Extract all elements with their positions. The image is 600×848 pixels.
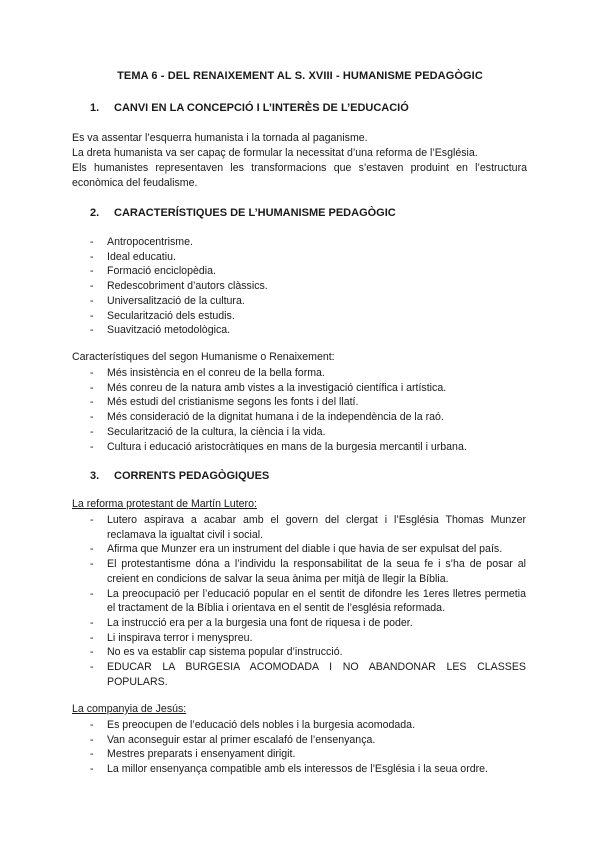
list-item <box>90 309 530 324</box>
list-item <box>90 762 530 777</box>
list-item <box>90 660 526 689</box>
list-item <box>90 557 526 586</box>
section-1-body <box>72 131 527 191</box>
section-2-number: 2. <box>90 207 100 219</box>
list-item-text: Més consideració de la dignitat humana i de la independència de la raó. <box>107 411 444 424</box>
dash-bullet: - <box>90 587 94 600</box>
dash-bullet: - <box>90 280 94 293</box>
dash-bullet: - <box>90 309 94 322</box>
list-item <box>90 235 530 250</box>
dash-bullet: - <box>90 265 94 278</box>
list-item-text: EDUCAR LA BURGESIA ACOMODADA I NO ABANDONAR LES CLASSES POPULARS. <box>107 661 526 688</box>
list-item-text: Secularització dels estudis. <box>107 309 235 322</box>
list-item-text: Antropocentrisme. <box>107 236 193 248</box>
list-item <box>90 395 530 410</box>
list-item <box>90 513 526 542</box>
jesuits-list <box>90 718 530 777</box>
list-item-text: Cultura i educació aristocràtiques en mans de la burgesia mercantil i urbana. <box>107 440 467 453</box>
list-item <box>90 440 530 455</box>
dash-bullet: - <box>90 381 94 394</box>
list-item-text: Més conreu de la natura amb vistes a la investigació científica i artística. <box>107 381 447 394</box>
list-item-text: La instrucció era per a la burgesia una font de riquesa i de poder. <box>107 616 413 629</box>
section-2-title: CARACTERÍSTIQUES DE L’HUMANISME PEDAGÒGIC <box>114 207 396 219</box>
paragraph-line: Es va assentar l’esquerra humanista i la tornada al paganisme. <box>72 132 368 144</box>
paragraph-line: Els humanistes representaven les transformacions que s’estaven produint en l’estructura econòmica del feudalisme. <box>72 162 527 189</box>
section-1-number: 1. <box>90 102 100 114</box>
list-item-text: Redescobriment d’autors clàssics. <box>107 280 268 293</box>
list-item-text: La preocupació per l’educació popular en el sentit de difondre les 1eres lletres permetia el tractament de la Bíblia i orientava en el sentit de l’església reformada. <box>107 587 526 615</box>
list-item-text: Li inspirava terror i menyspreu. <box>107 631 253 644</box>
list-item <box>90 733 530 748</box>
list-item-text: No es va establir cap sistema popular d’instrucció. <box>107 646 343 659</box>
dash-bullet: - <box>90 719 94 731</box>
section-1-heading <box>90 102 409 114</box>
list-item-text: Mestres preparats i ensenyament dirigit. <box>107 748 296 761</box>
protestant-reform-subtitle: La reforma protestant de Martín Lutero: <box>72 498 257 510</box>
list-item <box>90 323 530 338</box>
list-item <box>90 425 530 440</box>
dash-bullet: - <box>90 367 94 379</box>
section-2-heading <box>90 207 396 219</box>
dash-bullet: - <box>90 543 94 556</box>
section-3-number: 3. <box>90 470 100 482</box>
list-item <box>90 250 530 265</box>
list-item <box>90 631 526 646</box>
dash-bullet: - <box>90 631 94 644</box>
jesuits-subtitle: La companyia de Jesús: <box>72 703 187 715</box>
list-item-text: Universalització de la cultura. <box>107 294 245 307</box>
list-item <box>90 645 526 660</box>
document-title: TEMA 6 - DEL RENAIXEMENT AL S. XVIII - HUMANISME PEDAGÒGIC <box>117 70 483 82</box>
dash-bullet: - <box>90 324 94 337</box>
dash-bullet: - <box>90 661 94 674</box>
dash-bullet: - <box>90 236 94 248</box>
list-item <box>90 410 530 425</box>
list-item <box>90 542 526 557</box>
list-item <box>90 264 530 279</box>
section-1-title: CANVI EN LA CONCEPCIÓ I L’INTERÈS DE L’EDUCACIÓ <box>114 102 409 114</box>
list-item-text: Suavització metodològica. <box>107 324 231 337</box>
list-item <box>90 279 530 294</box>
dash-bullet: - <box>90 440 94 453</box>
dash-bullet: - <box>90 250 94 263</box>
list-item-text: Afirma que Munzer era un instrument del diable i que havia de ser expulsat del país. <box>107 543 503 556</box>
list-item-text: Secularització de la cultura, la ciència i la vida. <box>107 425 326 438</box>
list-item-text: El protestantisme dóna a l’individu la responsabilitat de la seua fe i s’ha de posar al creient en condicions de salvar la seua ànima per mitjà de llegir la Bíblia. <box>107 558 526 585</box>
list-item <box>90 366 530 381</box>
list-item-text: Formació enciclopèdia. <box>107 265 216 278</box>
dash-bullet: - <box>90 748 94 761</box>
list-item-text: Es preocupen de l’educació dels nobles i la burgesia acomodada. <box>107 719 416 731</box>
dash-bullet: - <box>90 396 94 409</box>
list-item-text: Més estudi del cristianisme segons les fonts i del llatí. <box>107 396 359 409</box>
dash-bullet: - <box>90 733 94 746</box>
protestant-reform-list <box>90 513 526 689</box>
characteristics-list <box>90 235 530 338</box>
list-item <box>90 381 530 396</box>
list-item-text: Lutero aspirava a acabar amb el govern del clergat i l’Església Thomas Munzer reclamava la igualtat civil i social. <box>107 514 526 541</box>
list-item-text: La millor ensenyança compatible amb els interessos de l’Església i la seua ordre. <box>107 763 488 776</box>
section-3-title: CORRENTS PEDAGÒGIQUES <box>114 470 270 482</box>
list-item-text: Ideal educatiu. <box>107 250 176 263</box>
second-humanism-list <box>90 366 530 454</box>
dash-bullet: - <box>90 763 94 776</box>
list-item-text: Van aconseguir estar al primer escalafó de l’ensenyança. <box>107 733 376 746</box>
dash-bullet: - <box>90 646 94 659</box>
dash-bullet: - <box>90 425 94 438</box>
dash-bullet: - <box>90 514 94 526</box>
list-item <box>90 587 526 616</box>
list-item <box>90 747 530 762</box>
second-humanism-subheading: Característiques del segon Humanisme o Renaixement: <box>72 351 335 363</box>
paragraph-line: La dreta humanista va ser capaç de formular la necessitat d’una reforma de l’Església. <box>72 147 478 159</box>
dash-bullet: - <box>90 411 94 424</box>
list-item-text: Més insistència en el conreu de la bella forma. <box>107 367 325 379</box>
dash-bullet: - <box>90 616 94 629</box>
list-item <box>90 616 526 631</box>
list-item <box>90 718 530 733</box>
dash-bullet: - <box>90 558 94 571</box>
section-3-heading <box>90 470 269 482</box>
dash-bullet: - <box>90 294 94 307</box>
list-item <box>90 294 530 309</box>
